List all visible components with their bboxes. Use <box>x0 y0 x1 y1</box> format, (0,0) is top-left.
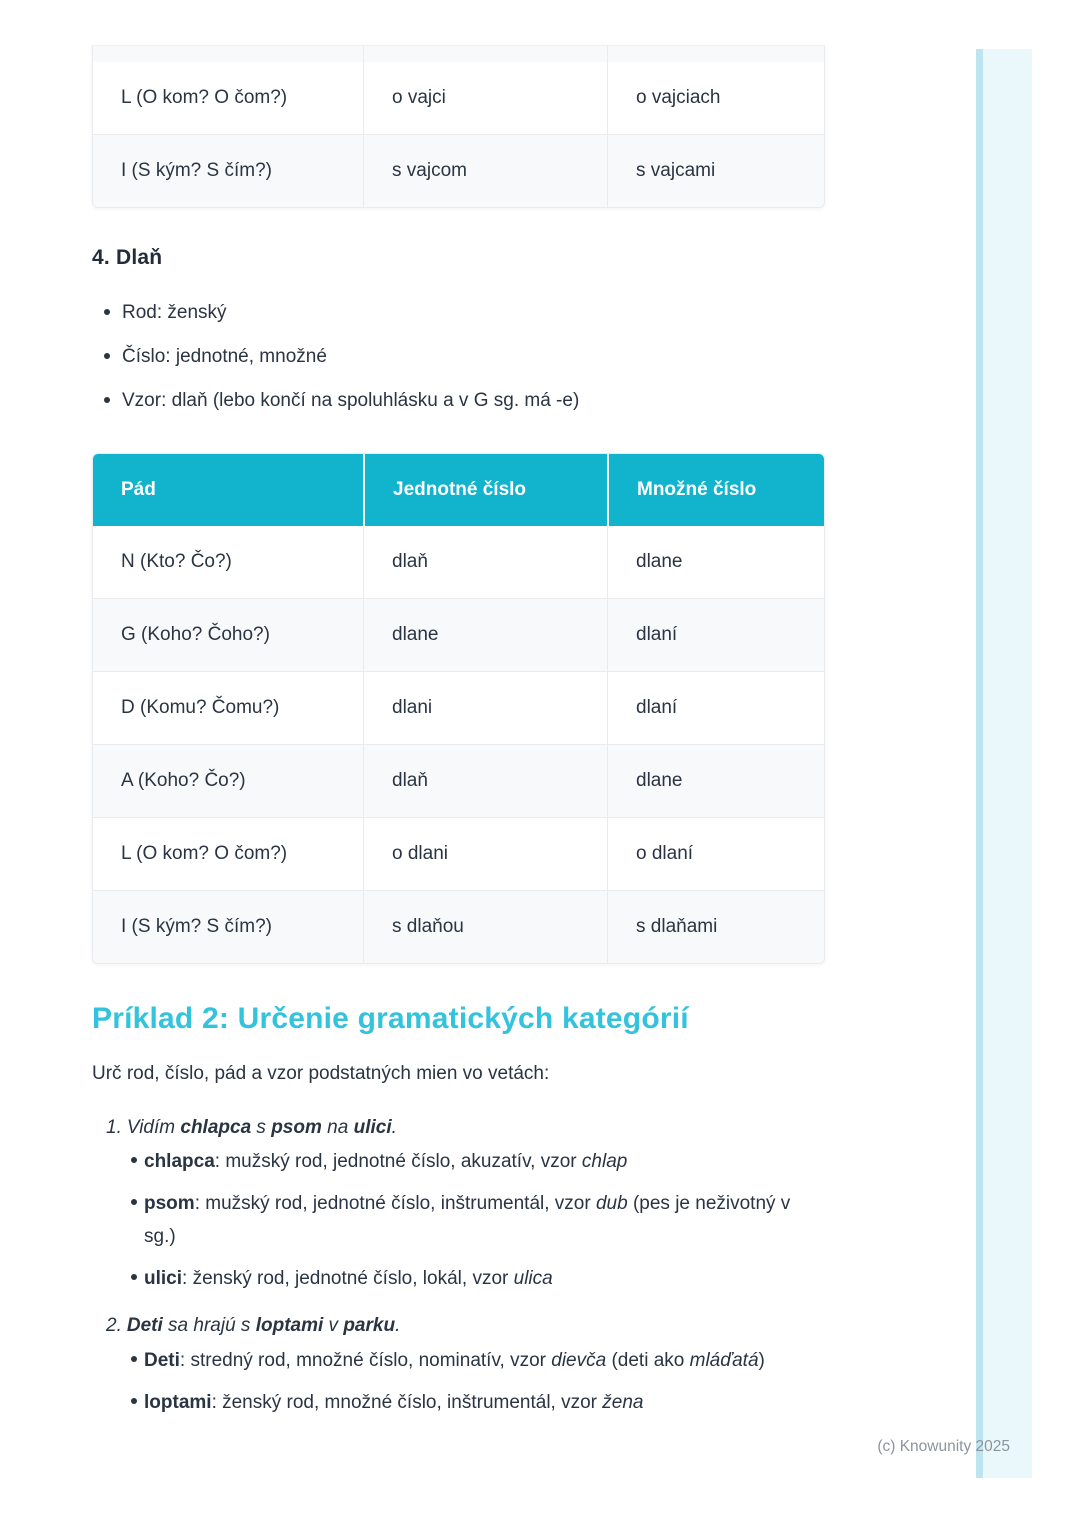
text-span: . <box>391 1116 397 1138</box>
table-cell: dlani <box>363 672 607 744</box>
list-number: 1. <box>106 1116 122 1138</box>
table-cell: s dlaňou <box>363 891 607 963</box>
table-cell: I (S kým? S čím?) <box>121 915 272 937</box>
analysis-item <box>131 1387 812 1419</box>
table-row <box>93 890 824 963</box>
table-cell: o vajciach <box>607 62 824 134</box>
list-item: Vzor: dlaň (lebo končí na spoluhlásku a v G sg. má -e) <box>103 390 825 412</box>
text-span: ) <box>758 1350 765 1371</box>
text-span: ulica <box>513 1268 553 1290</box>
table-row <box>93 134 824 207</box>
table-row <box>93 817 824 890</box>
text-span: chlap <box>581 1151 628 1173</box>
dlan-declension-table <box>92 453 825 964</box>
list-item: Rod: ženský <box>103 302 825 324</box>
text-span: : mužský rod, jednotné číslo, inštrumentál, vzor <box>194 1193 596 1215</box>
text-span: s <box>251 1116 272 1138</box>
table-cell: dlane <box>363 599 607 671</box>
table-cell: dlane <box>607 526 824 598</box>
text-span: . <box>395 1315 401 1337</box>
table-cell: o dlaní <box>607 818 824 890</box>
content-column <box>92 0 825 1438</box>
table-cell: I (S kým? S čím?) <box>121 160 272 181</box>
table-cell: dlaní <box>607 672 824 744</box>
table-header-cell: Množné číslo <box>607 454 824 526</box>
table-cell: s vajcami <box>607 135 824 207</box>
right-margin-panel <box>976 49 1032 1478</box>
vajce-table-rows-container <box>93 62 824 207</box>
text-span: chlapca <box>180 1116 252 1138</box>
text-span: loptami <box>255 1315 324 1337</box>
text-span: (deti ako <box>606 1350 690 1371</box>
text-span: : stredný rod, množné číslo, nominatív, vzor <box>179 1350 552 1371</box>
text-span: (pes je neživotný v sg.) <box>144 1193 791 1247</box>
text-span: ulici <box>144 1268 183 1290</box>
table-cell: D (Komu? Čomu?) <box>121 696 280 718</box>
table-row <box>93 671 824 744</box>
analysis-list <box>106 1146 825 1295</box>
list-number: 2. <box>106 1315 122 1337</box>
table-cell: L (O kom? O čom?) <box>121 842 288 864</box>
text-span: Vidím <box>126 1116 181 1138</box>
examples-list <box>92 1115 825 1420</box>
text-span: parku <box>343 1315 396 1337</box>
text-span: loptami <box>144 1392 212 1414</box>
text-span: žena <box>602 1392 644 1414</box>
text-span: : ženský rod, jednotné číslo, lokál, vzor <box>182 1268 514 1290</box>
section-heading-dlan: 4. Dlaň <box>92 246 163 269</box>
table-cell <box>607 46 824 62</box>
text-span: : ženský rod, množné číslo, inštrumentál, vzor <box>211 1392 603 1414</box>
table-cell: s vajcom <box>363 135 607 207</box>
text-span: dub <box>595 1193 628 1215</box>
dlan-properties-list <box>92 302 825 412</box>
analysis-list <box>106 1345 825 1420</box>
example-item <box>106 1115 825 1296</box>
example-sentence <box>106 1115 825 1141</box>
table-row <box>93 598 824 671</box>
table-row-partial <box>93 46 824 62</box>
copyright-note: (c) Knowunity 2025 <box>877 1438 1010 1455</box>
text-span: sa hrajú s <box>162 1315 256 1337</box>
table-cell: o vajci <box>363 62 607 134</box>
table-cell <box>93 46 363 62</box>
table-header-cell: Pád <box>121 478 156 500</box>
text-span: Deti <box>144 1350 180 1371</box>
analysis-item <box>131 1146 812 1178</box>
text-span: mláďatá <box>689 1350 759 1371</box>
table-cell: dlane <box>607 745 824 817</box>
table-row <box>93 62 824 134</box>
example2-heading: Príklad 2: Určenie gramatických kategórií <box>92 1001 689 1035</box>
table-cell: A (Koho? Čo?) <box>121 769 246 791</box>
example-sentence <box>106 1313 825 1339</box>
table-cell: dlaň <box>363 526 607 598</box>
analysis-item <box>131 1345 812 1377</box>
table-row <box>93 526 824 598</box>
text-span: na <box>321 1116 354 1138</box>
table-cell: G (Koho? Čoho?) <box>121 623 270 645</box>
example-item <box>106 1313 825 1419</box>
list-item: Číslo: jednotné, množné <box>103 346 825 368</box>
table-cell: dlaň <box>363 745 607 817</box>
analysis-item <box>131 1188 812 1253</box>
table-cell: s dlaňami <box>607 891 824 963</box>
text-span: Deti <box>126 1315 163 1337</box>
text-span: chlapca <box>144 1151 215 1173</box>
text-span: v <box>323 1315 344 1337</box>
table-header-cell: Jednotné číslo <box>363 454 607 526</box>
text-span: ulici <box>353 1116 392 1138</box>
table-cell: N (Kto? Čo?) <box>121 550 232 572</box>
table-row <box>93 744 824 817</box>
example2-intro: Urč rod, číslo, pád a vzor podstatných mien vo vetách: <box>92 1062 550 1084</box>
table-cell <box>363 46 607 62</box>
text-span: psom <box>271 1116 322 1138</box>
table-cell: dlaní <box>607 599 824 671</box>
text-span: dievča <box>551 1350 607 1371</box>
dlan-table-rows-container <box>93 526 824 963</box>
table-cell: L (O kom? O čom?) <box>121 87 288 108</box>
table-cell: o dlani <box>363 818 607 890</box>
analysis-item <box>131 1263 812 1295</box>
table-header-row <box>93 454 824 526</box>
vajce-declension-table <box>92 45 825 208</box>
text-span: psom <box>144 1193 195 1215</box>
text-span: : mužský rod, jednotné číslo, akuzatív, vzor <box>214 1151 582 1173</box>
